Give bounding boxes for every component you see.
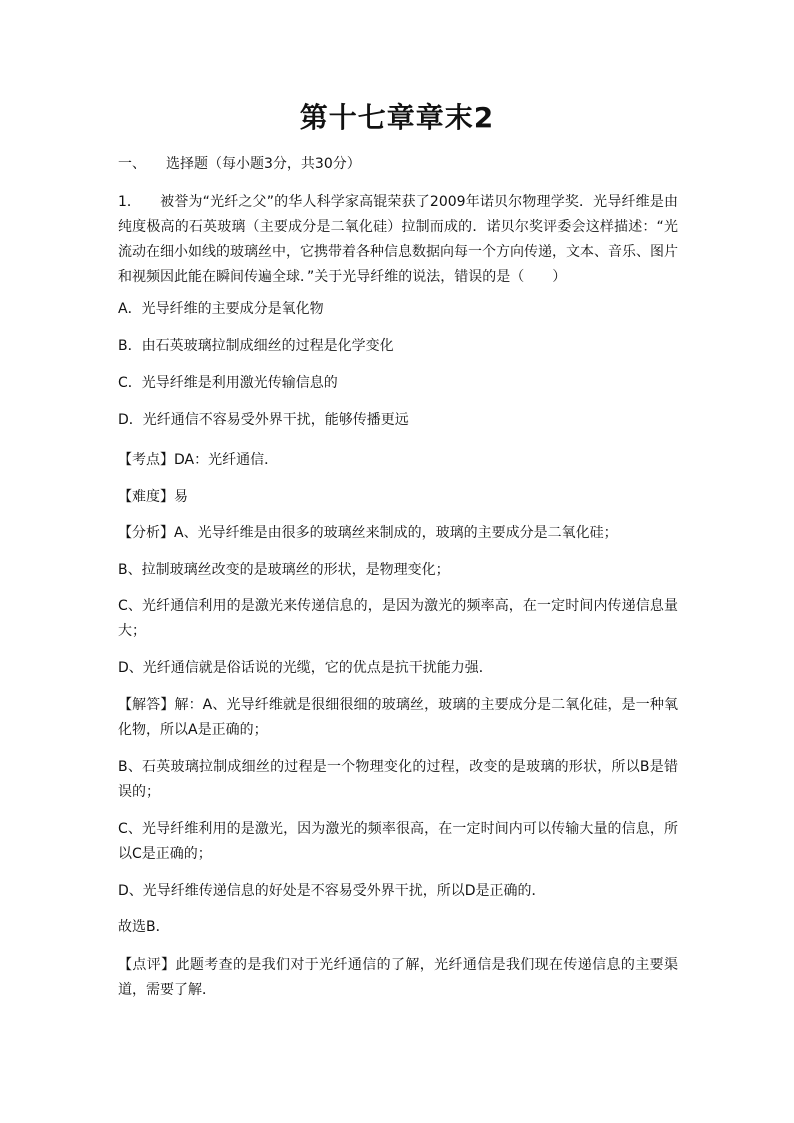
option-b: B．由石英玻璃拉制成细丝的过程是化学变化 — [118, 338, 394, 354]
solution-line: B、石英玻璃拉制成细丝的过程是一个物理变化的过程，改变的是玻璃的形状，所以B是错误的； — [118, 759, 678, 800]
kaodian-line: 【考点】DA：光纤通信． — [118, 452, 279, 468]
analysis-line: 【分析】A、光导纤维是由很多的玻璃丝来制成的，玻璃的主要成分是二氧化硅； — [118, 525, 618, 541]
section-heading — [118, 152, 678, 177]
question-stem — [118, 190, 678, 290]
question-number: 1． — [118, 194, 141, 210]
page-title: 第十七章章末2 — [299, 101, 495, 134]
analysis-line: C、光纤通信利用的是激光来传递信息的，是因为激光的频率高，在一定时间内传递信息量大； — [118, 598, 678, 639]
option-a: A．光导纤维的主要成分是氧化物 — [118, 301, 324, 317]
option-c: C．光导纤维是利用激光传输信息的 — [118, 375, 338, 391]
solution-line: C、光导纤维利用的是激光，因为激光的频率很高，在一定时间内可以传输大量的信息，所以C是正确的； — [118, 821, 678, 862]
section-title: 选择题（每小题3分，共30分） — [166, 156, 361, 172]
analysis-line: B、拉制玻璃丝改变的是玻璃丝的形状，是物理变化； — [118, 562, 450, 578]
difficulty-line: 【难度】易 — [118, 489, 188, 505]
answer-line: 故选B． — [118, 919, 170, 935]
section-number: 一、 — [118, 156, 146, 172]
option-d: D．光纤通信不容易受外界干扰，能够传播更远 — [118, 412, 409, 428]
question-text: 被誉为“光纤之父”的华人科学家高锟荣获了2009年诺贝尔物理学奖．光导纤维是由纯度极高的石英玻璃（主要成分是二氧化硅）拉制而成的．诺贝尔奖评委会这样描述：“光流动在细小如线的玻璃丝中，它携带着各种信息数据向每一个方向传递，文本、音乐、图片和视频因此能在瞬间传遍全球．”关于光导纤维的说法，错误的是（ ） — [118, 194, 678, 285]
analysis-line: D、光纤通信就是俗话说的光缆，它的优点是抗干扰能力强． — [118, 660, 493, 676]
solution-line: D、光导纤维传递信息的好处是不容易受外界干扰，所以D是正确的． — [118, 883, 546, 899]
comment-line: 【点评】此题考查的是我们对于光纤通信的了解，光纤通信是我们现在传递信息的主要渠道，需要了解． — [118, 957, 678, 998]
solution-line: 【解答】解：A、光导纤维就是很细很细的玻璃丝，玻璃的主要成分是二氧化硅，是一种氧化物，所以A是正确的； — [118, 697, 678, 738]
